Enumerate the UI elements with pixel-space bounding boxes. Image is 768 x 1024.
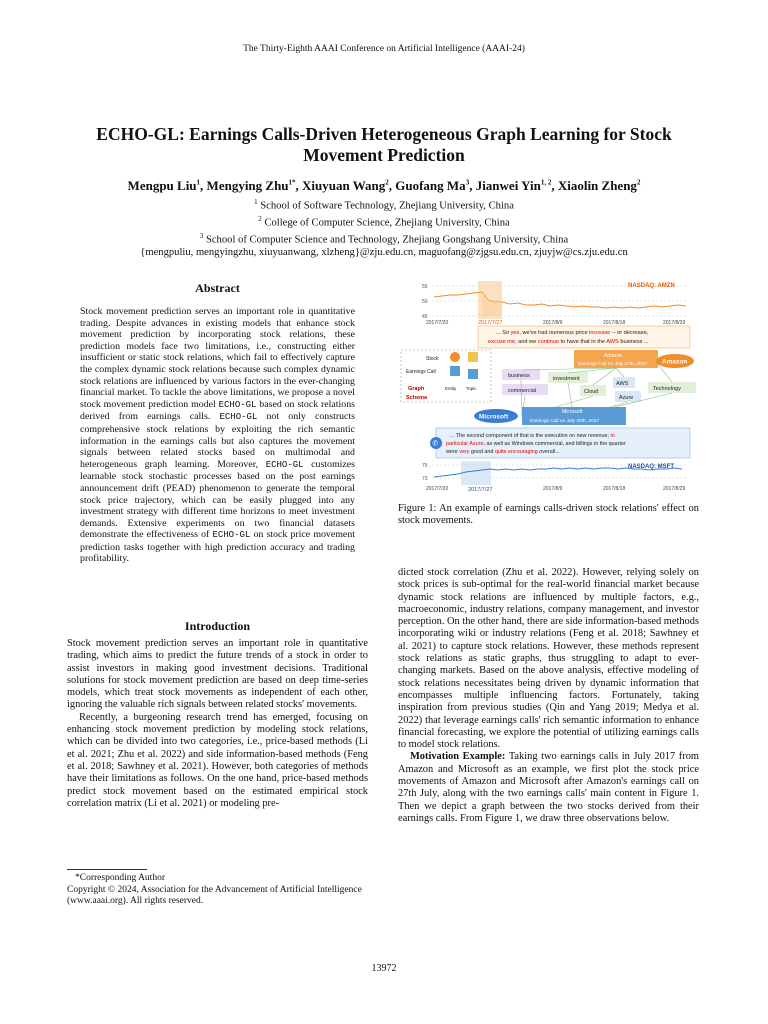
date-label: 2017/7/20: [426, 320, 449, 326]
author-name: Mengpu Liu: [127, 178, 197, 193]
author-affil: 1, 2: [540, 178, 552, 187]
date-label: 2017/7/20: [426, 486, 449, 492]
title-line-1: ECHO-GL: Earnings Calls-Driven Heterogeneous Graph Learning for Stock: [96, 124, 672, 144]
corresponding-author-note: *Corresponding Author: [75, 873, 165, 883]
figure-caption: Figure 1: An example of earnings calls-driven stock relations' effect on stock movements.: [398, 503, 699, 527]
model-name: ECHO-GL: [265, 459, 304, 470]
schema-call-node: [450, 366, 460, 376]
msft-highlight-region: [461, 461, 491, 485]
affiliation: $^2$ College of Computer Science, Zhejiang University, China: [258, 215, 510, 229]
author-name: Mengying Zhu: [206, 178, 289, 193]
amzn-tick: 45: [422, 314, 428, 320]
amzn-tick: 55: [422, 284, 428, 290]
topic-label: AWS: [616, 381, 629, 387]
amazon-call-date: Earnings Call on July 27th, 2017: [578, 362, 648, 367]
author-list: Mengpu Liu$^1$, Mengying Zhu$^{1*}$, Xiuyuan Wang$^2$, Guofang Ma$^3$, Jianwei Yin$^{1, 2}$, Xiaolin Zheng$^2$: [127, 178, 641, 193]
topic-label: investment: [553, 376, 580, 382]
schema-stock-node: [450, 352, 460, 362]
date-label: 2017/8/9: [543, 320, 563, 326]
amzn-label: NASDAQ: AMZN: [628, 283, 675, 289]
author-name: Jianwei Yin: [475, 178, 541, 193]
date-label: 2017/8/29: [663, 320, 686, 326]
date-label: 2017/7/27: [478, 320, 503, 326]
motivation-heading: Motivation Example:: [410, 751, 506, 763]
paragraph: Motivation Example: Taking two earnings calls in July 2017 from Amazon and Microsoft as an example, we first plot the stock price movements of Amazon and Microsoft after Amazon's earnings call on 27th July, along with the two earnings calls' main content in Figure 1. Then we depict a graph between the two stocks derived from their earnings calls. From Figure 1, we draw three observations below.: [398, 751, 699, 824]
affiliations: [40, 196, 728, 260]
abstract-body: Stock movement prediction serves an important role in quantitative trading. Despite advances in existing models that enhance stock movement prediction by incorporating stock relations, these prediction models face two limitations, i.e., constructing either insufficient or static stock relations, which fail to effectively capture the complex dynamic stock relations because such complex dynamic stock relations are influenced by various factors in the ever-changing financial market. To tackle the above limitations, we propose a novel stock movement prediction model ECHO-GL based on stock relations derived from earnings calls. ECHO-GL not only constructs comprehensive stock relations by exploiting the rich semantic information in the earnings calls but also captures the movement signals between related stocks based on multimodal and heterogeneous graph learning. Moreover, ECHO-GL customizes learnable stock stochastic processes based on the post earnings announcement drift (PEAD) phenomenon to generate the temporal stock price trajectory, which can be easily plugged into any investment strategy with different time horizons to meet investment demands. Extensive experiments on two financial datasets demonstrate the effectiveness of ECHO-GL on stock price movement prediction tasks together with high prediction accuracy and trading profitability.: [80, 306, 356, 565]
msft-quote-line-2: particular Azure, as well as Windows commercial, and billings in the quarter: [446, 441, 626, 447]
amzn-quote-line-2: excuse me, and we continue to have that in the AWS business ...: [488, 339, 649, 345]
amazon-node-label: Amazon: [662, 358, 688, 366]
model-name: ECHO-GL: [218, 399, 257, 410]
topic-label: business: [508, 373, 530, 379]
author-name: Xiaolin Zheng: [557, 178, 637, 193]
schema-entity-node: [468, 369, 478, 379]
email-list: {mengpuliu, mengyingzhu, xiuyuanwang, xlzheng}@zju.edu.cn, maguofang@zjgsu.edu.cn, zjuyjw@cs.zju.edu.cn: [140, 247, 628, 259]
topic-label: Technology: [653, 386, 681, 392]
paragraph: dicted stock correlation (Zhu et al. 2022). However, relying solely on stock prices is sub-optimal for the real-world financial market because dynamic stock relations are influenced by multiple factors, e.g., macroeconomic, industry relations, company management, and investor perception. On the other hand, there are side information-based methods incorporating wiki or industry relations (Feng et al. 2018; Sawhney et al. 2021) to capture stock relations. However, these methods represent stock relations as static graphs, thus struggling to adapt to ever-changing markets. Based on the above analysis, effective modeling of stock relations necessitates being driven by dynamic information that encompasses multiple influencing factors. Fortunately, taking inspiration from previous studies (Qin and Yang 2019; Medya et al. 2022) that leverage earnings calls' rich semantic information to enhance financial forecasting, we explore the potential of utilizing earnings calls to model stock relations.: [398, 567, 699, 751]
author-affil: 2: [636, 178, 641, 187]
date-label: 2017/7/27: [468, 487, 493, 493]
affiliation: $^1$ School of Software Technology, Zhejiang University, China: [254, 198, 514, 212]
date-label: 2017/8/18: [603, 320, 626, 326]
conference-header: The Thirty-Eighth AAAI Conference on Artificial Intelligence (AAAI-24): [243, 44, 525, 54]
schema-schema-label: Schema: [406, 395, 428, 401]
topic-label: Azure: [619, 395, 634, 401]
author-name: Guofang Ma: [395, 178, 466, 193]
date-label: 2017/8/9: [543, 486, 563, 492]
schema-stock-label: Stock: [426, 356, 439, 362]
introduction-heading: Introduction: [184, 619, 251, 633]
footnotes: [67, 873, 368, 908]
introduction-body: [67, 638, 368, 810]
msft-tick: 75: [422, 463, 428, 469]
date-label: 2017/8/29: [663, 486, 686, 492]
schema-topic-node: [468, 352, 478, 362]
footnote-rule: [67, 869, 147, 870]
figure-1-svg: [398, 278, 699, 496]
title-line-2: Movement Prediction: [303, 145, 465, 165]
msft-label: NASDAQ: MSFT: [628, 464, 674, 470]
model-name: ECHO-GL: [212, 530, 251, 541]
msft-tick: 73: [422, 476, 428, 482]
svg-text:✆: ✆: [432, 440, 439, 448]
model-name: ECHO-GL: [219, 412, 258, 423]
schema-topic-label: Topic: [466, 386, 477, 391]
schema-call-label: Earnings Call: [406, 369, 436, 375]
msft-quote-line-3: were very good and quite encouraging overall...: [446, 449, 560, 455]
author-affil: 1: [196, 178, 201, 187]
microsoft-call-date: Earnings Call on July 20th, 2017: [530, 419, 600, 424]
figure-1: [398, 278, 699, 496]
topic-label: Cloud: [584, 389, 599, 395]
date-label: 2017/8/18: [603, 486, 626, 492]
copyright-note: Copyright © 2024, Association for the Advancement of Artificial Intelligence (www.aaai.org). All rights reserved.: [67, 884, 362, 907]
author-name: Xiuyuan Wang: [302, 178, 386, 193]
microsoft-node-label: Microsoft: [479, 413, 509, 421]
author-affil: 1*: [288, 178, 296, 187]
amzn-price-line: [434, 292, 686, 308]
author-affil: 3: [465, 178, 470, 187]
amzn-tick: 50: [422, 299, 428, 305]
amzn-quote-line-1: ... So yes, we've had numerous price increase -- or decrease,: [496, 330, 649, 336]
msft-quote-line-1: ... The second component of that is the execution on new revenue; in: [450, 433, 615, 439]
affiliation: $^3$ School of Computer Science and Technology, Zhejiang Gongshang University, China: [199, 232, 569, 246]
paragraph: Stock movement prediction serves an important role in quantitative trading, which aims to predict the future trends of a stock in order to assist investors in making good investment decisions. Traditional solutions for stock movement prediction are based on deep time-series models, which treat stock movements as independent of each other, ignoring the valuable rich signals between related stocks' movements.: [67, 638, 368, 711]
amazon-call-title: Amazon: [604, 353, 623, 359]
microsoft-call-title: Microsoft: [562, 409, 583, 415]
paragraph: Recently, a burgeoning research trend has emerged, focusing on enhancing stock movement prediction by modeling stock relations, which can be divided into two categories, i.e., price-based methods (Li et al. 2021; Zhu et al. 2022) and side information-based methods (Feng et al. 2018; Sawhney et al. 2021). However, both categories of methods have their limitations as follows. On the one hand, price-based methods predict stock movement based on the estimated empirical stock correlation matrix (Li et al. 2021) or modeling pre-: [67, 711, 368, 809]
schema-entity-label: Entity: [445, 386, 457, 391]
paper-title: [60, 124, 708, 166]
topic-nodes: [502, 369, 696, 402]
page-number: 13972: [371, 963, 397, 974]
abstract-heading: Abstract: [195, 281, 240, 295]
right-column-body: [398, 567, 699, 825]
topic-label: commercial: [508, 388, 537, 394]
schema-graph-label: Graph: [408, 386, 425, 392]
author-affil: 2: [385, 178, 389, 187]
